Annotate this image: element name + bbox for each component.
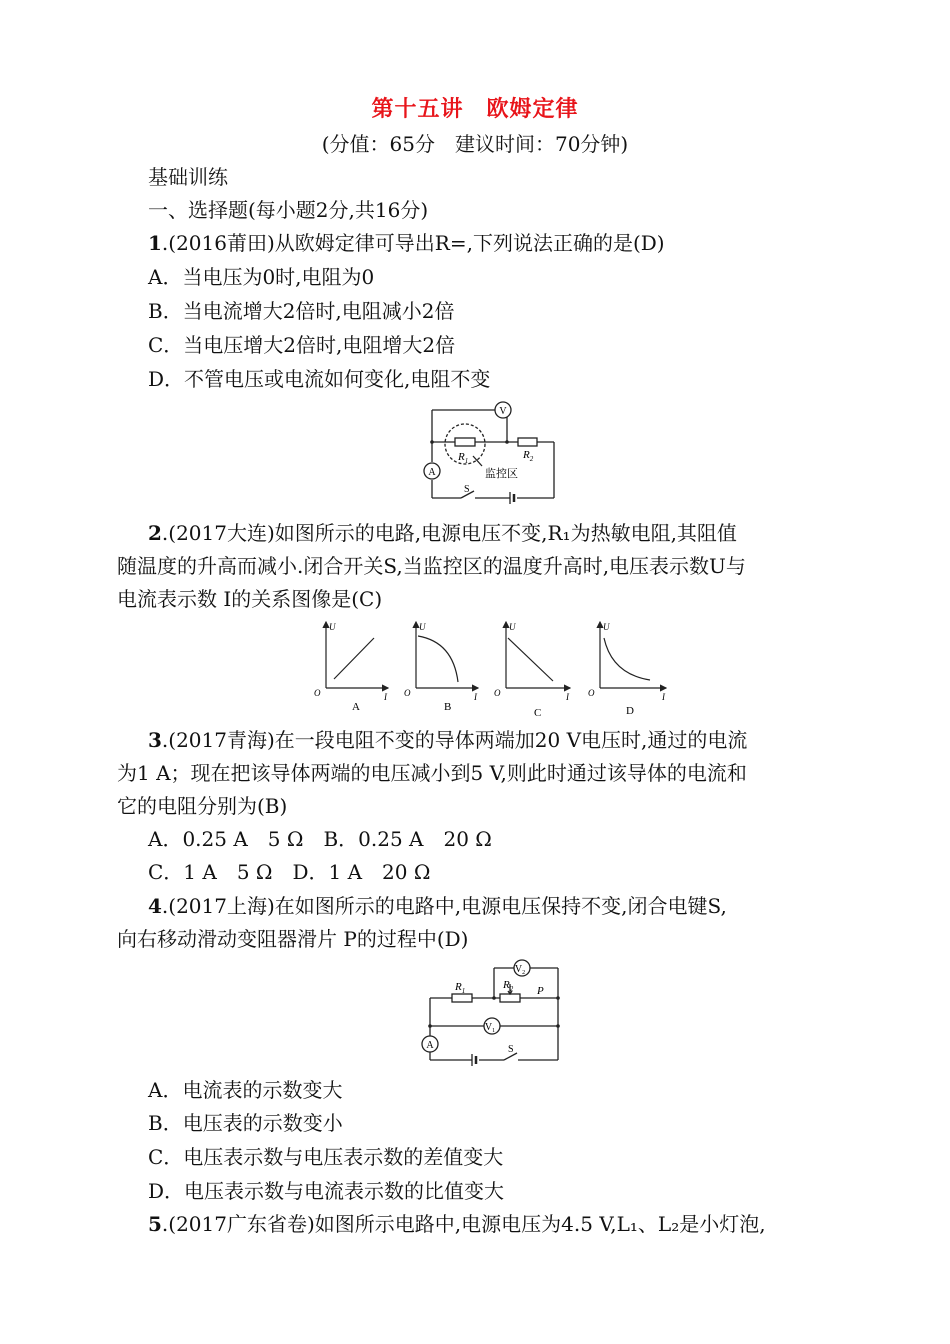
question-number: 3 (148, 728, 162, 752)
question-number: 1 (148, 231, 162, 255)
question-3 (148, 726, 747, 754)
junction-dot (505, 440, 509, 444)
part-heading: 一、选择题(每小题2分,共16分) (148, 198, 429, 222)
graph-c-i-label: I (566, 692, 569, 702)
q1-option-b: B．当电流增大2倍时,电阻减小2倍 (148, 299, 455, 323)
q4-option-a: A．电流表的示数变大 (148, 1078, 343, 1102)
question-text: .(2017上海)在如图所示的电路中,电源电压保持不变,闭合电键S, (161, 894, 727, 918)
q4-option-b: B．电压表的示数变小 (148, 1111, 343, 1135)
svg-text:V: V (499, 406, 507, 417)
page-subtitle: (分值：65分 建议时间：70分钟) (321, 132, 629, 156)
question-text: .(2017广东省卷)如图所示电路中,电源电压为4.5 V,L₁、L₂是小灯泡, (161, 1212, 766, 1236)
graph-d-origin: O (588, 688, 595, 698)
graph-d-i-label: I (662, 692, 665, 702)
q1-option-d: D．不管电压或电流如何变化,电阻不变 (148, 367, 491, 391)
graph-d-label: D (626, 705, 634, 717)
ammeter-icon (424, 463, 440, 479)
monitor-zone-label: 监控区 (485, 468, 518, 480)
voltmeter-v2-icon (514, 960, 530, 976)
graph-a-i-label: I (384, 692, 387, 702)
question-text: .(2016莆田)从欧姆定律可导出R=,下列说法正确的是(D) (161, 231, 665, 255)
question-2 (148, 519, 737, 547)
graph-c-label: C (534, 707, 542, 719)
question-text: .(2017大连)如图所示的电路,电源电压不变,R₁为热敏电阻,其阻值 (161, 521, 737, 545)
svg-text:V1: $V_1$ (484, 1022, 496, 1034)
graph-b-label: B (444, 701, 452, 713)
graph-b-u-label: U (419, 622, 426, 632)
q4-option-c: C．电压表示数与电压表示数的差值变大 (148, 1145, 504, 1169)
section-heading: 基础训练 (148, 165, 228, 189)
q1-option-c: C．当电压增大2倍时,电阻增大2倍 (148, 333, 456, 357)
question-number: 4 (148, 894, 162, 918)
r1-label: $R_1$ (455, 981, 466, 995)
graph-d-u-label: U (603, 622, 610, 632)
r1-label: $R_1$ (458, 451, 469, 465)
ui-graphs (308, 616, 678, 724)
graph-c-u-label: U (509, 622, 516, 632)
question-number: 5 (148, 1212, 162, 1236)
question-number: 2 (148, 521, 162, 545)
q2-line-3: 电流表示数 I的关系图像是(C) (117, 587, 383, 611)
svg-text:A: A (428, 467, 436, 478)
graph-b-origin: O (404, 688, 411, 698)
r2-label: $R_2$ (523, 449, 534, 463)
slider-p-label: P (537, 985, 544, 997)
q3-line-3: 它的电阻分别为(B) (117, 794, 288, 818)
question-1 (148, 229, 665, 257)
switch-label: S (464, 484, 470, 495)
circuit-diagram-4 (420, 956, 565, 1068)
q1-option-a: A．当电压为0时,电阻为0 (148, 265, 375, 289)
r2-label: $R_2$ (503, 979, 514, 993)
q4-line-2: 向右移动滑动变阻器滑片 P的过程中(D) (117, 927, 469, 951)
q3-line-2: 为1 A；现在把该导体两端的电压减小到5 V,则此时通过该导体的电流和 (117, 761, 747, 785)
graph-b-i-label: I (474, 692, 477, 702)
q3-options-cd: C．1 A 5 Ω D．1 A 20 Ω (148, 860, 431, 884)
voltmeter-v1-icon (484, 1018, 500, 1034)
svg-text:V2: $V_2$ (514, 964, 526, 976)
question-4 (148, 892, 727, 920)
page-title: 第十五讲 欧姆定律 (371, 96, 579, 122)
graph-a-label: A (352, 701, 360, 713)
junction-dot (428, 1024, 432, 1028)
question-text: .(2017青海)在一段电阻不变的导体两端加20 V电压时,通过的电流 (161, 728, 748, 752)
junction-dot (556, 996, 560, 1000)
q3-options-ab: A．0.25 A 5 Ω B．0.25 A 20 Ω (148, 827, 492, 851)
voltmeter-icon (495, 402, 511, 418)
svg-text:A: A (426, 1040, 434, 1051)
q4-option-d: D．电压表示数与电流表示数的比值变大 (148, 1179, 505, 1203)
junction-dot (556, 1024, 560, 1028)
q2-line-2: 随温度的升高而减小.闭合开关S,当监控区的温度升高时,电压表示数U与 (117, 554, 746, 578)
ammeter-icon (422, 1036, 438, 1052)
graph-a-origin: O (314, 688, 321, 698)
junction-dot (492, 996, 496, 1000)
question-5 (148, 1210, 766, 1238)
graph-a-u-label: U (329, 622, 336, 632)
switch-label: S (508, 1044, 514, 1055)
junction-dot (430, 440, 434, 444)
graph-c-origin: O (494, 688, 501, 698)
circuit-diagram-1 (415, 398, 565, 508)
